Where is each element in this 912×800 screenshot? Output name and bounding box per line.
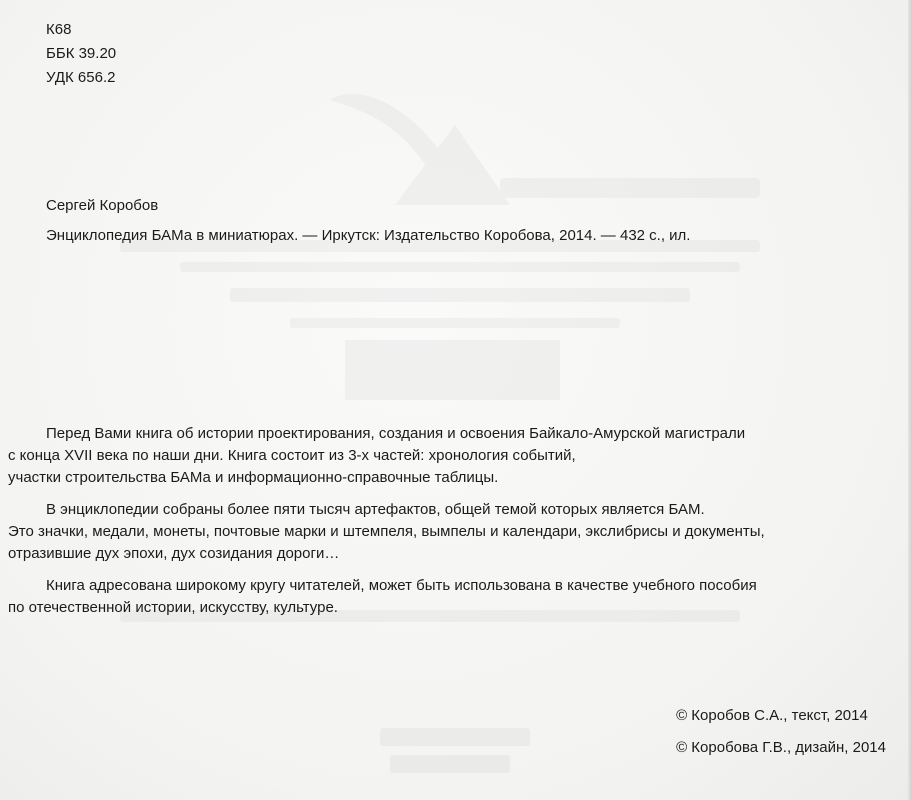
copyright-block (676, 700, 886, 764)
annotation-line: Это значки, медали, монеты, почтовые марки и штемпеля, вымпелы и календари, экслибрисы и документы, (8, 523, 765, 540)
bibliographic-record (46, 191, 690, 251)
annotation-paragraph-1 (8, 423, 888, 489)
annotation-line: отразившие дух эпохи, дух созидания дороги… (8, 545, 340, 562)
annotation-line: В энциклопедии собраны более пяти тысяч артефактов, общей темой которых является БАМ. (46, 501, 705, 518)
bbk-code: ББК 39.20 (46, 45, 117, 62)
annotation-line: участки строительства БАМа и информационно-справочные таблицы. (8, 469, 499, 486)
annotation-line: по отечественной истории, искусству, культуре. (8, 599, 338, 616)
scan-edge (908, 0, 912, 800)
catalog-block (46, 18, 116, 90)
annotation-line: Перед Вами книга об истории проектирования, создания и освоения Байкало-Амурской магистрали (46, 425, 746, 442)
annotation (8, 423, 888, 629)
copyright-text: © Коробов С.А., текст, 2014 (676, 707, 868, 724)
annotation-line: Книга адресована широкому кругу читателей, может быть использована в качестве учебного пособия (46, 577, 757, 594)
annotation-paragraph-2 (8, 499, 888, 565)
annotation-line: с конца XVII века по наши дни. Книга состоит из 3-х частей: хронология событий, (8, 447, 576, 464)
copyright-design: © Коробова Г.В., дизайн, 2014 (676, 739, 886, 756)
annotation-paragraph-3 (8, 575, 888, 619)
book-reference: Энциклопедия БАМа в миниатюрах. — Иркутск: Издательство Коробова, 2014. — 432 с., ил. (46, 227, 691, 244)
author-mark: К68 (46, 21, 72, 38)
udk-code: УДК 656.2 (46, 69, 116, 86)
author-name: Сергей Коробов (46, 197, 159, 214)
